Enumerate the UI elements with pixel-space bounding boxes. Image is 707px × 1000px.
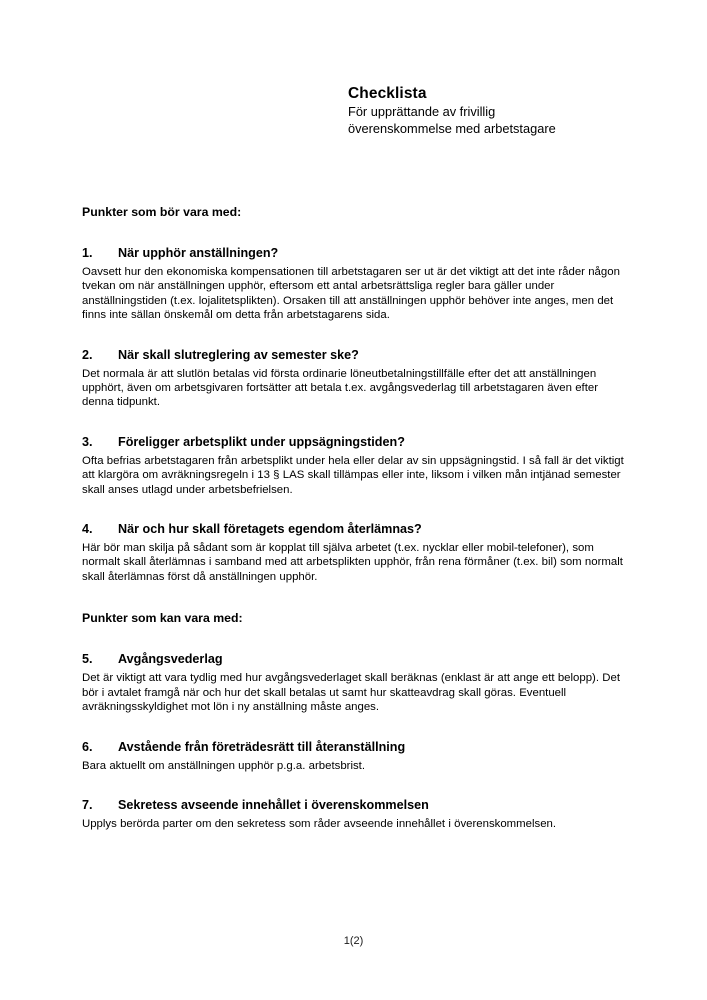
checklist-item-5-number: 5. bbox=[82, 652, 93, 667]
checklist-item-7-heading bbox=[82, 797, 627, 814]
checklist-item-3 bbox=[82, 434, 627, 497]
checklist-item-4-title: När och hur skall företagets egendom återlämnas? bbox=[118, 522, 422, 537]
page-footer bbox=[0, 934, 707, 948]
checklist-item-2 bbox=[82, 347, 627, 410]
checklist-item-5-title: Avgångsvederlag bbox=[118, 652, 223, 667]
page-title: Checklista bbox=[348, 85, 427, 102]
checklist-item-6-number: 6. bbox=[82, 739, 93, 754]
checklist-item-2-body: Det normala är att slutlön betalas vid första ordinarie löneutbetalningstillfälle efter det att anställningen upphört, även om arbetsgivaren fortsätter att betala t.ex. avgångsvederlag till arbetstagaren även efter denna tidpunkt. bbox=[82, 367, 598, 409]
checklist-item-4-heading bbox=[82, 521, 627, 538]
document-header bbox=[348, 84, 648, 137]
checklist-item-5-heading bbox=[82, 651, 627, 668]
checklist-item-6 bbox=[82, 739, 627, 773]
checklist-item-7 bbox=[82, 797, 627, 831]
checklist-item-6-heading bbox=[82, 739, 627, 756]
checklist-item-6-body: Bara aktuellt om anställningen upphör p.g.a. arbetsbrist. bbox=[82, 759, 366, 772]
checklist-item-3-heading bbox=[82, 434, 627, 451]
group-heading-may-include: Punkter som kan vara med: bbox=[82, 611, 243, 626]
checklist-item-7-title: Sekretess avseende innehållet i överenskommelsen bbox=[118, 797, 429, 812]
checklist-item-1-body: Oavsett hur den ekonomiska kompensationen till arbetstagaren ser ut är det viktigt att det inte råder någon tvekan om när anställningen upphör, eftersom ett antal arbetsrättsliga regler bara gäller under anställningstiden (t.ex. lojalitetsplikten). Orsaken till att anställningen upphör behöver inte anges, men det finns inte sällan önskemål om detta från arbetstagarens sida. bbox=[82, 266, 620, 322]
checklist-item-3-body: Ofta befrias arbetstagaren från arbetsplikt under hela eller delar av sin uppsägningstid. I så fall är det viktigt att klargöra om avräkningsregeln i 13 § LAS skall tillämpas eller inte, liksom i vilken mån intjänad semester skall anses utlagd under arbetsbefrielsen. bbox=[82, 454, 624, 496]
checklist-item-2-title: När skall slutreglering av semester ske? bbox=[118, 347, 359, 362]
checklist-item-4-body: Här bör man skilja på sådant som är kopplat till själva arbetet (t.ex. nycklar eller mobil-telefoner), som normalt skall återlämnas i samband med att arbetsplikten upphör, från rena förmåner (t.ex. bil) som normalt skall återlämnas först då anställningen upphör. bbox=[82, 542, 623, 583]
document-subtitle-line-1: För upprättande av frivillig bbox=[348, 104, 496, 119]
checklist-item-1-heading bbox=[82, 245, 627, 262]
document-subtitle-line-2: överenskommelse med arbetstagare bbox=[348, 120, 556, 136]
checklist-item-1-number: 1. bbox=[82, 246, 93, 260]
document-body bbox=[82, 204, 627, 831]
page-number: 1(2) bbox=[343, 935, 364, 947]
checklist-item-5-body: Det är viktigt att vara tydlig med hur avgångsvederlaget skall beräknas (enklast är att ange ett belopp). Det bör i avtalet framgå när och hur det skall betalas ut samt hur skatteavdrag skall göras. Eventuell avräkningsskyldighet mot lön i ny anställning måste anges. bbox=[82, 672, 620, 714]
checklist-item-7-body: Upplys berörda parter om den sekretess som råder avseende innehållet i överenskommelsen. bbox=[82, 817, 557, 830]
checklist-item-3-title: Föreligger arbetsplikt under uppsägningstiden? bbox=[118, 434, 405, 449]
checklist-item-5 bbox=[82, 651, 627, 714]
checklist-item-2-heading bbox=[82, 347, 627, 364]
checklist-item-3-number: 3. bbox=[82, 434, 93, 449]
checklist-item-6-title: Avstående från företrädesrätt till återanställning bbox=[118, 739, 406, 754]
checklist-item-2-number: 2. bbox=[82, 347, 93, 362]
checklist-item-4 bbox=[82, 521, 627, 584]
checklist-item-7-number: 7. bbox=[82, 797, 93, 812]
checklist-item-1 bbox=[82, 245, 627, 323]
checklist-item-1-title: När upphör anställningen? bbox=[118, 246, 279, 260]
group-heading-should-include: Punkter som bör vara med: bbox=[82, 205, 242, 219]
checklist-item-4-number: 4. bbox=[82, 522, 93, 537]
